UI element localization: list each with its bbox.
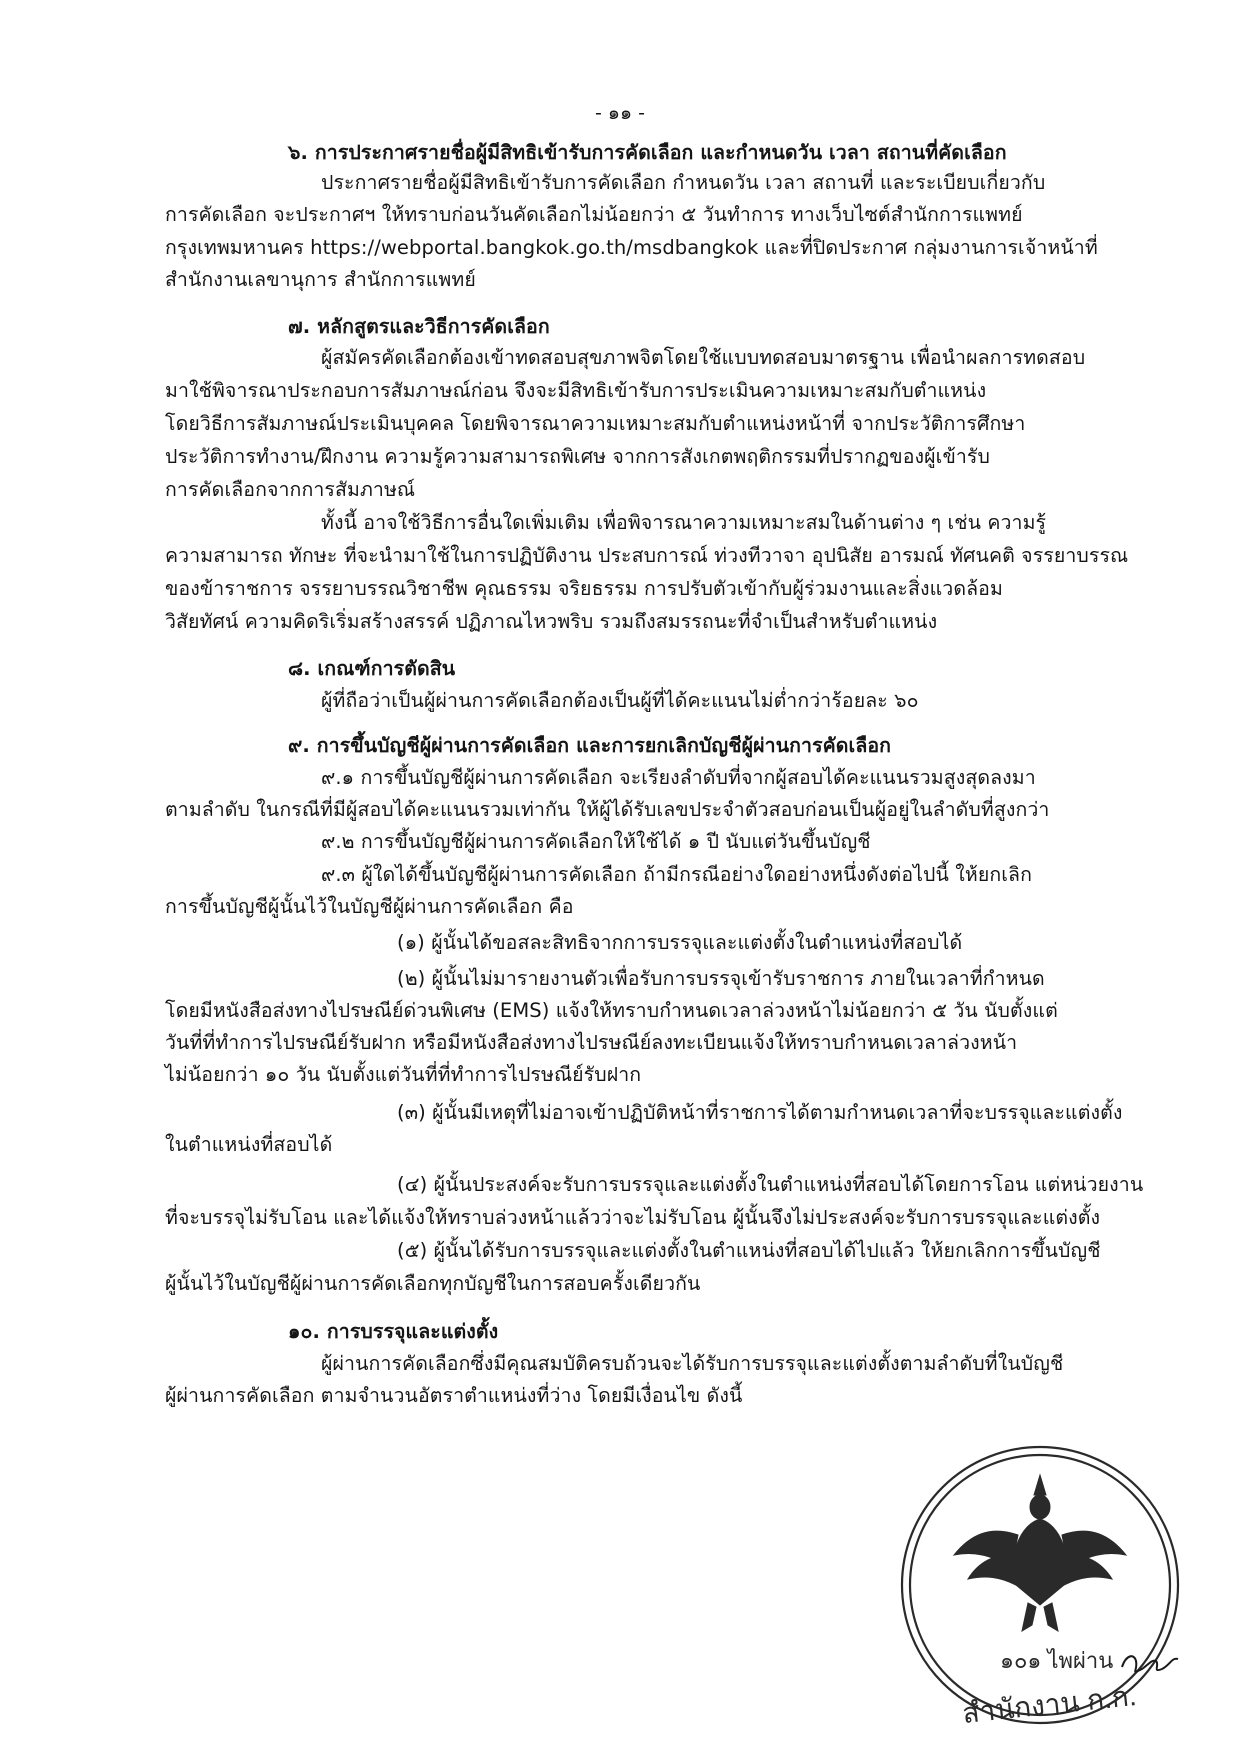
section-9-line-16: ผู้นั้นไว้ในบัญชีผู้ผ่านการคัดเลือกทุกบัญชีในการสอบครั้งเดียวกัน [165,1272,701,1295]
garuda-emblem-icon [954,1475,1126,1631]
stamp-text-top: ๑๐๑ ไพผ่าน [1000,1648,1114,1673]
section-9-heading: ๙. การขึ้นบัญชีผู้ผ่านการคัดเลือก และการยกเลิกบัญชีผู้ผ่านการคัดเลือก [288,734,892,757]
page-number: - ๑๑ - [595,102,645,124]
section-9-line-3: ๙.๒ การขึ้นบัญชีผู้ผ่านการคัดเลือกให้ใช้ได้ ๑ ปี นับแต่วันขึ้นบัญชี [321,830,871,853]
section-7-line-7: ความสามารถ ทักษะ ที่จะนำมาใช้ในการปฏิบัติงาน ประสบการณ์ ท่วงทีวาจา อุปนิสัย อารมณ์ ทัศนคติ จรรยาบรรณ [165,544,1129,567]
section-9-line-10: ไม่น้อยกว่า ๑๐ วัน นับตั้งแต่วันที่ที่ทำการไปรษณีย์รับฝาก [165,1063,642,1086]
section-7-line-8: ของข้าราชการ จรรยาบรรณวิชาชีพ คุณธรรม จริยธรรม การปรับตัวเข้ากับผู้ร่วมงานและสิ่งแวดล้อม [165,577,1003,600]
section-9-line-4: ๙.๓ ผู้ใดได้ขึ้นบัญชีผู้ผ่านการคัดเลือก ถ้ามีกรณีอย่างใดอย่างหนึ่งดังต่อไปนี้ ให้ยกเลิก [321,863,1032,886]
section-9-line-14: ที่จะบรรจุไม่รับโอน และได้แจ้งให้ทราบล่วงหน้าแล้วว่าจะไม่รับโอน ผู้นั้นจึงไม่ประสงค์จะรับการบรรจุและแต่งตั้ง [165,1206,1101,1229]
section-9-line-12: ในตำแหน่งที่สอบได้ [165,1133,333,1156]
section-7-heading: ๗. หลักสูตรและวิธีการคัดเลือก [288,315,550,338]
section-7-line-1: ผู้สมัครคัดเลือกต้องเข้าทดสอบสุขภาพจิตโดยใช้แบบทดสอบมาตรฐาน เพื่อนำผลการทดสอบ [321,346,1086,369]
section-6-line-1: ประกาศรายชื่อผู้มีสิทธิเข้ารับการคัดเลือก กำหนดวัน เวลา สถานที่ และระเบียบเกี่ยวกับ [321,171,1046,194]
section-6-line-4: สำนักงานเลขานุการ สำนักการแพทย์ [165,268,476,291]
section-7-line-4: ประวัติการทำงาน/ฝึกงาน ความรู้ความสามารถพิเศษ จากการสังเกตพฤติกรรมที่ปรากฏของผู้เข้ารับ [165,445,990,468]
section-9-line-2: ตามลำดับ ในกรณีที่มีผู้สอบได้คะแนนรวมเท่ากัน ให้ผู้ได้รับเลขประจำตัวสอบก่อนเป็นผู้อยู่ในลำดับที่สูงกว่า [165,798,1050,821]
section-10-heading: ๑๐. การบรรจุและแต่งตั้ง [288,1320,499,1343]
section-10-line-1: ผู้ผ่านการคัดเลือกซึ่งมีคุณสมบัติครบถ้วนจะได้รับการบรรจุและแต่งตั้งตามลำดับที่ในบัญชี [321,1352,1064,1375]
section-7-line-6: ทั้งนี้ อาจใช้วิธีการอื่นใดเพิ่มเติม เพื่อพิจารณาความเหมาะสมในด้านต่าง ๆ เช่น ความรู้ [321,511,1047,534]
section-9-line-7: (๒) ผู้นั้นไม่มารายงานตัวเพื่อรับการบรรจุเข้ารับราชการ ภายในเวลาที่กำหนด [397,967,1045,990]
section-9-line-8: โดยมีหนังสือส่งทางไปรษณีย์ด่วนพิเศษ (EMS) แจ้งให้ทราบกำหนดเวลาล่วงหน้าไม่น้อยกว่า ๕ วัน นับตั้งแต่ [165,999,1058,1022]
section-9-line-5: การขึ้นบัญชีผู้นั้นไว้ในบัญชีผู้ผ่านการคัดเลือก คือ [165,895,574,918]
section-9-line-11: (๓) ผู้นั้นมีเหตุที่ไม่อาจเข้าปฏิบัติหน้าที่ราชการได้ตามกำหนดเวลาที่จะบรรจุและแต่งตั้ง [397,1101,1123,1124]
section-9-line-9: วันที่ที่ทำการไปรษณีย์รับฝาก หรือมีหนังสือส่งทางไปรษณีย์ลงทะเบียนแจ้งให้ทราบกำหนดเวลาล่วงหน้า [165,1031,1018,1054]
official-seal-stamp [890,1435,1190,1735]
stamp-text-bottom: สำนักงาน ก.ก. [960,1679,1138,1730]
section-6-line-2: การคัดเลือก จะประกาศฯ ให้ทราบก่อนวันคัดเลือกไม่น้อยกว่า ๕ วันทำการ ทางเว็บไซต์สำนักการแพทย์ [165,203,1023,226]
section-9-line-6: (๑) ผู้นั้นได้ขอสละสิทธิจากการบรรจุและแต่งตั้งในตำแหน่งที่สอบได้ [397,931,963,954]
section-8-line-1: ผู้ที่ถือว่าเป็นผู้ผ่านการคัดเลือกต้องเป็นผู้ที่ได้คะแนนไม่ต่ำกว่าร้อยละ ๖๐ [321,689,919,712]
section-8-heading: ๘. เกณฑ์การตัดสิน [288,657,456,680]
section-6-line-3: กรุงเทพมหานคร https://webportal.bangkok.go.th/msdbangkok และที่ปิดประกาศ กลุ่มงานการเจ้าหน้าที่ [165,236,1098,259]
section-10-line-2: ผู้ผ่านการคัดเลือก ตามจำนวนอัตราตำแหน่งที่ว่าง โดยมีเงื่อนไข ดังนี้ [165,1384,743,1407]
section-7-line-2: มาใช้พิจารณาประกอบการสัมภาษณ์ก่อน จึงจะมีสิทธิเข้ารับการประเมินความเหมาะสมกับตำแหน่ง [165,379,987,402]
section-7-line-3: โดยวิธีการสัมภาษณ์ประเมินบุคคล โดยพิจารณาความเหมาะสมกับตำแหน่งหน้าที่ จากประวัติการศึกษา [165,412,1026,435]
section-9-line-13: (๔) ผู้นั้นประสงค์จะรับการบรรจุและแต่งตั้งในตำแหน่งที่สอบได้โดยการโอน แต่หน่วยงาน [397,1173,1144,1196]
section-9-line-1: ๙.๑ การขึ้นบัญชีผู้ผ่านการคัดเลือก จะเรียงลำดับที่จากผู้สอบได้คะแนนรวมสูงสุดลงมา [321,766,1036,789]
section-7-line-5: การคัดเลือกจากการสัมภาษณ์ [165,478,416,501]
section-6-heading: ๖. การประกาศรายชื่อผู้มีสิทธิเข้ารับการคัดเลือก และกำหนดวัน เวลา สถานที่คัดเลือก [288,141,1007,164]
section-9-line-15: (๕) ผู้นั้นได้รับการบรรจุและแต่งตั้งในตำแหน่งที่สอบได้ไปแล้ว ให้ยกเลิกการขึ้นบัญชี [397,1239,1101,1262]
section-7-line-9: วิสัยทัศน์ ความคิดริเริ่มสร้างสรรค์ ปฏิภาณไหวพริบ รวมถึงสมรรถนะที่จำเป็นสำหรับตำแหน่ง [165,610,938,633]
